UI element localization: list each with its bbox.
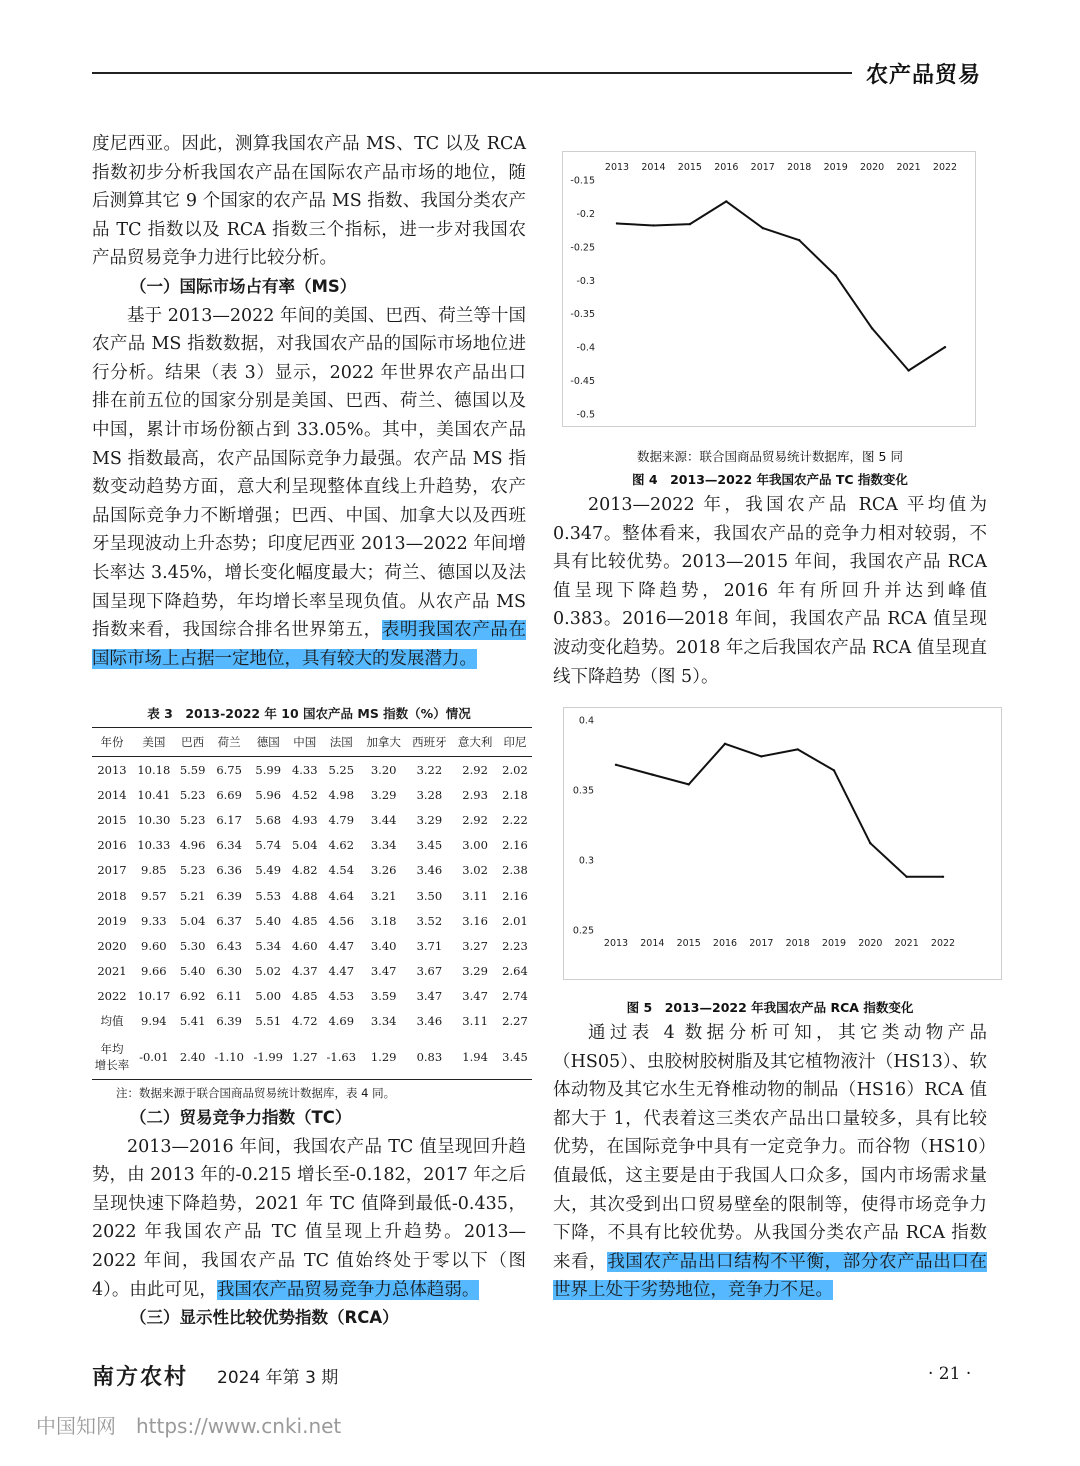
table-cell: 3.52 xyxy=(416,913,443,928)
row-label: 2021 xyxy=(97,964,127,979)
table-cell: 1.29 xyxy=(361,1034,407,1080)
y-tick-label: -0.35 xyxy=(570,309,595,321)
table-cell: 5.59 xyxy=(179,762,206,777)
table-cell: 4.79 xyxy=(328,812,355,827)
table-cell: 3.50 xyxy=(416,888,443,903)
left-column-lower xyxy=(92,1104,526,1333)
ms-index-table xyxy=(92,727,532,1080)
data-point xyxy=(762,227,764,229)
x-tick-label: 2013 xyxy=(603,938,629,949)
table-cell: 3.34 xyxy=(370,1014,397,1029)
table-cell: 3.11 xyxy=(462,1014,488,1029)
table-cell: 4.85 xyxy=(291,913,318,928)
table-cell: 6.30 xyxy=(216,964,242,979)
table-row-growth xyxy=(92,1034,532,1080)
table-cell: 2.27 xyxy=(502,1014,528,1029)
table-row xyxy=(92,908,532,933)
table-cell: 3.27 xyxy=(462,938,488,953)
table-cell: 4.60 xyxy=(291,938,318,953)
table-cell: 6.36 xyxy=(216,863,242,878)
paragraph-hs xyxy=(553,1019,987,1305)
table-cell: 3.46 xyxy=(416,1014,443,1029)
table-cell: 5.23 xyxy=(179,863,206,878)
data-point xyxy=(834,274,836,276)
x-tick-label: 2017 xyxy=(750,162,775,173)
table-cell: 3.34 xyxy=(370,838,397,853)
table-cell: 4.88 xyxy=(291,888,318,903)
magazine-name: 南方农村 xyxy=(92,1364,189,1390)
table-cell: 10.41 xyxy=(137,787,171,802)
table-cell: 4.96 xyxy=(179,838,206,853)
table-row xyxy=(92,933,532,958)
x-tick-label: 2017 xyxy=(749,938,774,949)
highlighted-text: 我国农产品贸易竞争力总体趋弱。 xyxy=(216,1279,480,1300)
highlighted-text: 我国农产品出口结构不平衡，部分农产品出口在世界上处于劣势地位，竞争力不足。 xyxy=(553,1251,988,1301)
row-label: 2019 xyxy=(97,913,127,928)
table-cell: 5.99 xyxy=(255,762,282,777)
table-cell: 6.75 xyxy=(216,762,242,777)
table-cell: 1.94 xyxy=(452,1034,498,1080)
highlighted-text: 表明我国农产品在国际市场上占据一定地位，具有较大的发展潜力。 xyxy=(92,620,527,669)
table-cell: 2.23 xyxy=(502,938,528,953)
table-cell: 5.04 xyxy=(179,913,206,928)
table-cell: 5.00 xyxy=(255,989,282,1004)
row-label-line: 增长率 xyxy=(94,1057,130,1072)
table-cell: 4.62 xyxy=(328,838,355,853)
table-header-row xyxy=(92,728,532,757)
y-tick-label: -0.2 xyxy=(576,208,595,220)
column-header: 年份 xyxy=(92,728,132,757)
table-cell: 2.16 xyxy=(502,838,528,853)
data-point xyxy=(687,783,689,785)
table-cell: 4.69 xyxy=(328,1014,355,1029)
paragraph-rca: 2013—2022 年，我国农产品 RCA 平均值为 0.347。整体看来，我国农产品的竞争力相对较弱，不具有比较优势。2013—2015 年间，我国农产品 RCA 值呈现下降趋势，2016 年有所回升并达到峰值 0.383。2016—2018 年间，我国农产品 RCA 值呈现波动变化趋势。2018 年之后我国农产品 RCA 值呈现直线下降趋势（图 5）。 xyxy=(553,495,987,687)
table-cell: 1.27 xyxy=(288,1034,322,1080)
table-cell: 5.23 xyxy=(179,787,206,802)
table-cell: 6.92 xyxy=(179,989,206,1004)
table-cell: 9.57 xyxy=(141,888,167,903)
series-line xyxy=(617,201,945,370)
table-cell: -1.10 xyxy=(210,1034,249,1080)
data-point xyxy=(615,764,617,766)
y-tick-label: -0.4 xyxy=(576,342,595,354)
table-cell: 9.66 xyxy=(141,964,167,979)
paragraph-text: 通过表 4 数据分析可知，其它类动物产品（HS05）、虫胶树胶树脂及其它植物液汁（HS13）、软体动物及其它水生无脊椎动物的制品（HS16）RCA 值都大于 1，代表着这三类农产品出口量较多，具有比较优势，在国际竞争中具有一定竞争力。而谷物（HS10）值最低，这主要是由于我国人口众多，国内市场需求量大，其次受到出口贸易壁垒的限制等，使得市场竞争力下降，不具有比较优势。从我国分类农产品 RCA 指数来看， xyxy=(553,1023,987,1272)
table-row xyxy=(92,984,532,1009)
table-cell: 10.30 xyxy=(137,812,171,827)
row-label: 均值 xyxy=(100,1014,124,1029)
table-cell: 4.82 xyxy=(291,863,318,878)
figure-source-note: 数据来源：联合国商品贸易统计数据库，图 5 同 xyxy=(637,449,903,464)
table-cell: 4.72 xyxy=(291,1014,318,1029)
table-cell: 3.45 xyxy=(416,838,443,853)
x-tick-label: 2019 xyxy=(821,938,847,949)
table-cell: 3.47 xyxy=(416,989,443,1004)
x-tick-label: 2016 xyxy=(714,162,739,173)
table-cell: -1.99 xyxy=(249,1034,288,1080)
table-cell: 5.53 xyxy=(255,888,282,903)
table-row xyxy=(92,782,532,807)
table-cell: 2.22 xyxy=(502,812,528,827)
table-cell: 3.47 xyxy=(370,964,397,979)
table-body xyxy=(92,757,532,1080)
table-cell: 2.93 xyxy=(462,787,488,802)
table-cell: 10.33 xyxy=(137,838,171,853)
section-heading-tc: （二）贸易竞争力指数（TC） xyxy=(130,1108,352,1127)
x-tick-label: 2019 xyxy=(823,162,848,173)
y-tick-label: 0.25 xyxy=(572,925,594,937)
row-label-line: 年均 xyxy=(100,1041,124,1056)
paragraph: 度尼西亚。因此，测算我国农产品 MS、TC 以及 RCA 指数初步分析我国农产品在国际农产品市场的地位，随后测算其它 9 个国家的农产品 MS 指数、我国分类农产品 TC 指数以及 RCA 指数三个指标，进一步对我国农产品贸易竞争力进行比较分析。 xyxy=(92,134,526,269)
table-cell: 3.29 xyxy=(370,787,397,802)
right-column-upper xyxy=(553,491,987,691)
table-cell: 5.30 xyxy=(179,938,206,953)
x-tick-label: 2022 xyxy=(932,162,958,173)
x-tick-label: 2014 xyxy=(641,162,666,173)
table-cell: 4.93 xyxy=(291,812,318,827)
table-cell: 6.39 xyxy=(216,1014,242,1029)
table-row xyxy=(92,858,532,883)
table-cell: 6.69 xyxy=(216,787,242,802)
table-row xyxy=(92,807,532,832)
column-header: 中国 xyxy=(288,728,322,757)
table-cell: 6.34 xyxy=(216,838,242,853)
table-cell: 5.49 xyxy=(255,863,282,878)
y-tick-label: 0.35 xyxy=(572,785,594,797)
table-cell: 4.37 xyxy=(291,964,318,979)
table-cell: 2.64 xyxy=(502,964,528,979)
data-point xyxy=(871,327,873,329)
table-cell: 2.01 xyxy=(502,913,528,928)
data-point xyxy=(944,346,946,348)
data-point xyxy=(798,239,800,241)
table-row xyxy=(92,833,532,858)
data-point xyxy=(796,748,798,750)
table-cell: 10.18 xyxy=(137,762,171,777)
data-point xyxy=(760,755,762,757)
table-cell: 5.96 xyxy=(255,787,282,802)
table-row xyxy=(92,757,532,783)
section-heading-rca: （三）显示性比较优势指数（RCA） xyxy=(130,1308,399,1328)
table-cell: 3.21 xyxy=(370,888,397,903)
table-cell: 4.85 xyxy=(291,989,318,1004)
tc-chart xyxy=(562,151,976,427)
table-cell: 5.40 xyxy=(179,964,206,979)
x-tick-label: 2020 xyxy=(860,162,885,173)
series-line xyxy=(616,744,943,877)
table-cell: 5.25 xyxy=(328,762,355,777)
row-label: 2022 xyxy=(97,989,127,1004)
paragraph-ms xyxy=(92,302,526,674)
paragraph-tc xyxy=(92,1133,526,1305)
paragraph-text: 2013—2016 年间，我国农产品 TC 值呈现回升趋势，由 2013 年的-0.215 增长至-0.182，2017 年之后呈现快速下降趋势，2021 年 TC 值降到最低-0.435，2022 年我国农产品 TC 值呈现上升趋势。2013—2022 年间，我国农产品 TC 值始终处于零以下（图 4）。由此可见， xyxy=(92,1136,526,1300)
table-cell: 3.18 xyxy=(370,913,397,928)
table-cell: 3.00 xyxy=(462,838,488,853)
rca-chart xyxy=(563,707,1002,980)
table-cell: 2.92 xyxy=(462,762,488,777)
table-cell: 3.11 xyxy=(462,888,488,903)
data-point xyxy=(616,222,618,224)
table-cell: 5.51 xyxy=(255,1014,282,1029)
figure-4-caption: 图 4 2013—2022 年我国农产品 TC 指数变化 xyxy=(632,472,908,487)
row-label xyxy=(92,1034,132,1080)
table-cell: 4.98 xyxy=(328,787,355,802)
data-point xyxy=(724,743,726,745)
row-label: 2015 xyxy=(97,812,127,827)
data-point xyxy=(869,842,871,844)
table-cell: 4.33 xyxy=(291,762,318,777)
table-cell: 6.39 xyxy=(216,888,242,903)
table-cell: 2.16 xyxy=(502,888,528,903)
y-tick-label: -0.3 xyxy=(576,275,595,287)
x-tick-label: 2013 xyxy=(604,162,630,173)
tc-chart-svg xyxy=(563,152,975,426)
table-cell: 3.02 xyxy=(462,863,488,878)
data-point xyxy=(725,200,727,202)
table-cell: 2.02 xyxy=(502,762,528,777)
table-cell: 9.60 xyxy=(141,938,167,953)
rca-chart-svg xyxy=(564,708,1001,979)
table-cell: 6.43 xyxy=(216,938,242,953)
issue-number: 2024 年第 3 期 xyxy=(217,1368,339,1388)
table-cell: 5.41 xyxy=(179,1014,206,1029)
row-label: 2020 xyxy=(97,938,127,953)
data-point xyxy=(907,369,909,371)
row-label: 2018 xyxy=(97,888,127,903)
table-cell: 5.04 xyxy=(291,838,318,853)
x-tick-label: 2018 xyxy=(785,938,810,949)
x-tick-label: 2020 xyxy=(858,938,883,949)
table-cell: 10.17 xyxy=(137,989,171,1004)
section-title: 农产品贸易 xyxy=(866,63,982,88)
table-cell: 3.28 xyxy=(416,787,443,802)
table-cell: 3.29 xyxy=(416,812,443,827)
table-cell: -0.01 xyxy=(132,1034,176,1080)
table-cell: 3.44 xyxy=(370,812,397,827)
table-cell: 5.23 xyxy=(179,812,206,827)
table-cell: 2.38 xyxy=(502,863,528,878)
table-cell: 4.54 xyxy=(328,863,355,878)
data-point xyxy=(942,876,944,878)
table-cell: 3.20 xyxy=(370,762,397,777)
header-rule xyxy=(92,72,852,74)
table-cell: 4.56 xyxy=(328,913,355,928)
x-tick-label: 2018 xyxy=(787,162,812,173)
table-cell: 5.68 xyxy=(255,812,282,827)
table-cell: 9.94 xyxy=(141,1014,167,1029)
x-tick-label: 2021 xyxy=(894,938,919,949)
table-cell: 3.22 xyxy=(416,762,443,777)
paragraph-text: 基于 2013—2022 年间的美国、巴西、荷兰等十国农产品 MS 指数数据，对我国农产品的国际市场地位进行分析。结果（表 3）显示，2022 年世界农产品出口排在前五位的国家分别是美国、巴西、荷兰、德国以及中国，累计市场份额占到 33.05%。其中，美国农产品 MS 指数最高，农产品国际竞争力最强。农产品 MS 指数变动趋势方面，意大利呈现整体直线上升趋势，农产品国际竞争力不断增强；巴西、中国、加拿大以及西班牙呈现波动上升态势；印度尼西亚 2013—2022 年间增长率达 3.45%，增长变化幅度最大；荷兰、德国以及法国呈现下降趋势，年均增长率呈现负值。从农产品 MS 指数来看，我国综合排名世界第五， xyxy=(92,305,526,641)
table-cell: 5.02 xyxy=(255,964,282,979)
left-column xyxy=(92,130,526,673)
y-tick-label: -0.15 xyxy=(570,175,595,187)
column-header: 德国 xyxy=(249,728,288,757)
table-cell: 2.18 xyxy=(502,787,528,802)
row-label: 2016 xyxy=(97,838,127,853)
y-tick-label: -0.45 xyxy=(570,376,595,388)
table-cell: 6.17 xyxy=(216,812,242,827)
figure-5-caption: 图 5 2013—2022 年我国农产品 RCA 指数变化 xyxy=(626,1000,914,1015)
x-tick-label: 2014 xyxy=(640,938,665,949)
table-cell: 3.67 xyxy=(416,964,443,979)
page-number: · 21 · xyxy=(928,1364,972,1384)
column-header: 意大利 xyxy=(452,728,498,757)
table-cell: 3.40 xyxy=(370,938,397,953)
column-header: 法国 xyxy=(322,728,361,757)
x-tick-label: 2015 xyxy=(677,162,702,173)
table-cell: 3.46 xyxy=(416,863,443,878)
table-cell: 2.74 xyxy=(502,989,528,1004)
table-row xyxy=(92,959,532,984)
right-column-lower xyxy=(553,1019,987,1305)
y-tick-label: 0.3 xyxy=(578,855,594,867)
table-cell: 5.21 xyxy=(179,888,206,903)
row-label: 2017 xyxy=(97,863,127,878)
section-heading-ms: （一）国际市场占有率（MS） xyxy=(130,276,357,296)
watermark-url[interactable]: https://www.cnki.net xyxy=(136,1414,342,1438)
table-cell: 4.47 xyxy=(328,964,355,979)
table-cell: 3.26 xyxy=(370,863,397,878)
column-header: 印尼 xyxy=(498,728,532,757)
table-cell: 3.47 xyxy=(462,989,488,1004)
table-cell: 3.45 xyxy=(498,1034,532,1080)
column-header: 荷兰 xyxy=(210,728,249,757)
column-header: 巴西 xyxy=(176,728,210,757)
table-cell: 5.34 xyxy=(255,938,282,953)
table-cell: 3.16 xyxy=(462,913,488,928)
table-cell: 9.33 xyxy=(141,913,167,928)
watermark xyxy=(36,1410,341,1439)
data-point xyxy=(651,773,653,775)
y-tick-label: -0.25 xyxy=(570,242,595,254)
watermark-site: 中国知网 xyxy=(36,1414,116,1438)
table-cell: 2.40 xyxy=(176,1034,210,1080)
data-point xyxy=(905,876,907,878)
table-cell: 0.83 xyxy=(407,1034,453,1080)
y-tick-label: -0.5 xyxy=(576,409,595,421)
data-point xyxy=(833,769,835,771)
x-tick-label: 2022 xyxy=(930,938,956,949)
table-cell: -1.63 xyxy=(322,1034,361,1080)
table-cell: 5.40 xyxy=(255,913,282,928)
x-tick-label: 2021 xyxy=(896,162,921,173)
column-header: 美国 xyxy=(132,728,176,757)
table-cell: 4.52 xyxy=(291,787,318,802)
table-cell: 9.85 xyxy=(141,863,167,878)
table-note: 注：数据来源于联合国商品贸易统计数据库，表 4 同。 xyxy=(116,1086,396,1100)
table-cell: 4.64 xyxy=(328,888,355,903)
table-cell: 3.59 xyxy=(370,989,397,1004)
x-tick-label: 2015 xyxy=(676,938,701,949)
table-cell: 2.92 xyxy=(462,812,488,827)
data-point xyxy=(652,224,654,226)
table-cell: 3.71 xyxy=(416,938,443,953)
row-label: 2013 xyxy=(97,762,127,777)
table-row xyxy=(92,883,532,908)
table-cell: 6.37 xyxy=(216,913,242,928)
table-cell: 4.53 xyxy=(328,989,355,1004)
data-point xyxy=(689,223,691,225)
table-title: 表 3 2013-2022 年 10 国农产品 MS 指数（%）情况 xyxy=(147,706,471,721)
table-row xyxy=(92,1009,532,1034)
table-cell: 4.47 xyxy=(328,938,355,953)
table-cell: 3.29 xyxy=(462,964,488,979)
y-tick-label: 0.4 xyxy=(578,715,594,727)
x-tick-label: 2016 xyxy=(712,938,738,949)
table-cell: 5.74 xyxy=(255,838,282,853)
row-label: 2014 xyxy=(97,787,127,802)
column-header: 西班牙 xyxy=(407,728,453,757)
column-header: 加拿大 xyxy=(361,728,407,757)
table-cell: 6.11 xyxy=(216,989,242,1004)
